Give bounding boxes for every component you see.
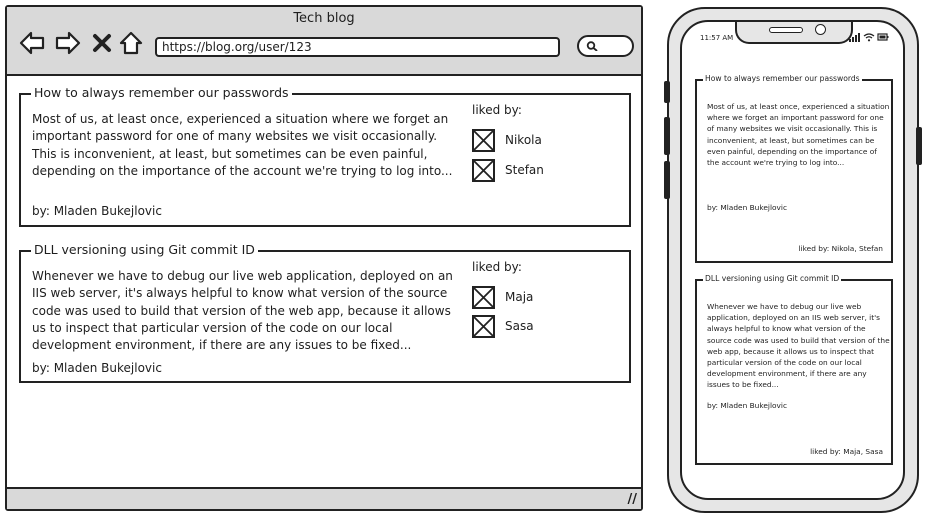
image-placeholder-icon [472, 129, 495, 152]
post-title[interactable]: DLL versioning using Git commit ID [705, 274, 840, 283]
back-arrow-icon[interactable] [19, 30, 45, 56]
phone-frame [667, 7, 919, 513]
mobile-post-card[interactable] [695, 274, 893, 465]
volume-button [664, 161, 670, 199]
post-card[interactable] [19, 85, 631, 227]
post-title[interactable]: How to always remember our passwords [705, 74, 860, 83]
url-input[interactable]: https://blog.org/user/123 [155, 37, 560, 57]
image-placeholder-icon [472, 159, 495, 182]
liked-by-summary: liked by: Nikola, Stefan [798, 244, 883, 253]
signal-icon [849, 33, 860, 42]
post-excerpt: Whenever we have to debug our live web application, deployed on an IIS web server, it's always helpful to know what version of the source code was used to build that version of the web app, because it allows us to inspect that particular version of the code on our local development environment, if there are any issues to be fixed... [32, 269, 453, 353]
power-button [916, 127, 922, 165]
close-x-icon[interactable] [92, 30, 112, 56]
post-author: by: Mladen Bukejlovic [32, 361, 162, 375]
search-button[interactable] [577, 35, 634, 57]
phone-notch [735, 20, 853, 44]
post-author: by: Mladen Bukejlovic [707, 401, 788, 410]
post-title[interactable]: DLL versioning using Git commit ID [31, 242, 258, 257]
status-bar [7, 487, 641, 509]
resize-grip-icon[interactable]: // [627, 492, 637, 507]
battery-icon [878, 34, 889, 40]
liked-by-label: liked by: [472, 103, 522, 117]
post-card[interactable] [19, 242, 631, 383]
camera-icon [815, 24, 826, 35]
post-title[interactable]: How to always remember our passwords [31, 85, 292, 100]
status-icons [849, 32, 889, 42]
liked-by-label: liked by: [472, 260, 522, 274]
wifi-icon [864, 34, 874, 41]
post-excerpt: Whenever we have to debug our live web application, deployed on an IIS web server, it's always helpful to know what version of the source code was used to build that version of the web app, because it allows us to inspect that particular version of the code on our local development environment, if there are any issues to be fixed... [707, 302, 890, 390]
liker-name: Nikola [505, 133, 542, 147]
phone-screen [680, 20, 905, 500]
volume-button [664, 81, 670, 103]
mobile-post-card[interactable] [695, 74, 893, 263]
liker-name: Sasa [505, 319, 534, 333]
window-title: Tech blog [293, 11, 355, 26]
liked-by-summary: liked by: Maja, Sasa [810, 447, 883, 456]
post-author: by: Mladen Bukejlovic [707, 203, 788, 212]
image-placeholder-icon [472, 286, 495, 309]
phone-clock: 11:57 AM [700, 34, 734, 42]
speaker-icon [769, 27, 803, 33]
post-author: by: Mladen Bukejlovic [32, 204, 162, 218]
image-placeholder-icon [472, 315, 495, 338]
liker-name: Maja [505, 290, 534, 304]
search-icon [586, 41, 598, 51]
forward-arrow-icon[interactable] [55, 30, 81, 56]
browser-window [5, 5, 643, 511]
browser-toolbar [7, 7, 641, 76]
post-excerpt: Most of us, at least once, experienced a situation where we forget an important password for one of many websites we visit occasionally. This is inconvenient, at least, but sometimes can be even painful, depending on the importance of the account we're trying to log into... [707, 102, 890, 168]
volume-button [664, 117, 670, 155]
home-icon[interactable] [118, 30, 144, 56]
liker-name: Stefan [505, 163, 544, 177]
post-excerpt: Most of us, at least once, experienced a situation where we forget an important password for one of many websites we visit occasionally. This is inconvenient, at least, but sometimes can be even painful, depending on the importance of the account we're trying to log into... [32, 112, 453, 178]
